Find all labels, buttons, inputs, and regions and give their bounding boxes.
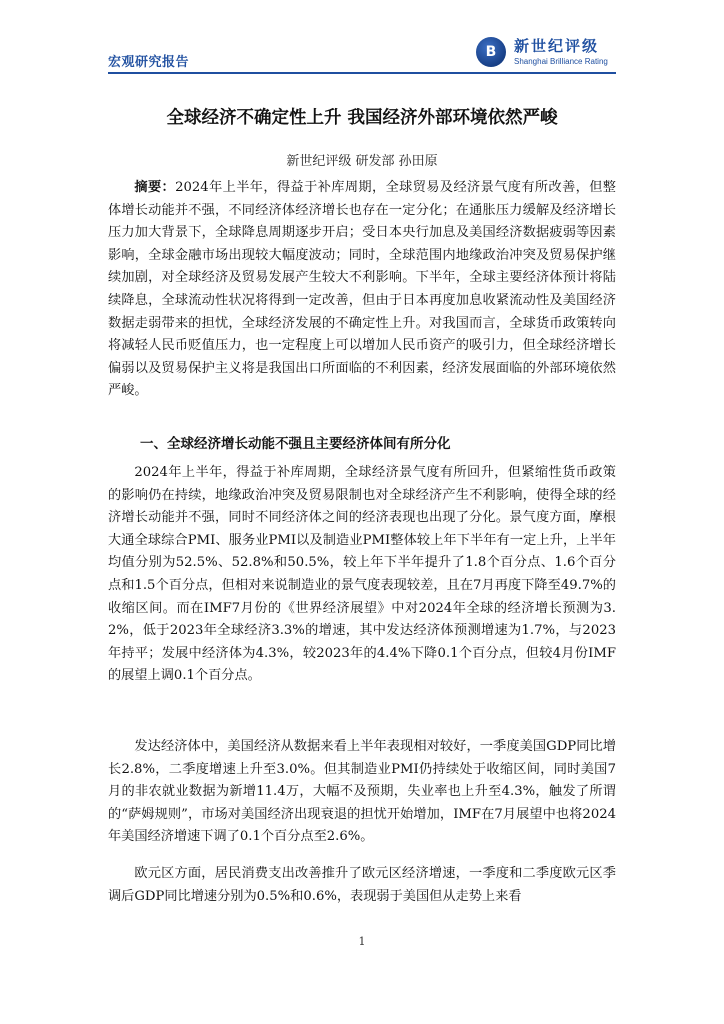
company-logo (476, 35, 608, 69)
body-paragraph-1: 2024年上半年，得益于补库周期，全球经济景气度有所回升，但紧缩性货币政策的影响仍在持续，地缘政治冲突及贸易限制也对全球经济产生不利影响，使得全球的经济增长动能并不强，同时不同经济体之间的经济表现也出现了分化。景气度方面，摩根大通全球综合PMI、服务业PMI以及制造业PMI整体较上年下半年有一定上升，上半年均值分别为52.5%、52.8%和50.5%，较上年下半年提升了1.8个百分点、1.6个百分点和1.5个百分点，但相对来说制造业的景气度表现较差，且在7月再度下降至49.7%的收缩区间。而在IMF7月份的《世界经济展望》中对2024年全球的经济增长预测为3.2%，低于2023年全球经济3.3%的增速，其中发达经济体预测增速为1.7%，与2023年持平；发展中经济体为4.3%，较2023年的4.4%下降0.1个百分点，但较4月份IMF的展望上调0.1个百分点。 (108, 465, 616, 684)
document-title: 全球经济不确定性上升 我国经济外部环境依然严峻 (166, 108, 558, 128)
section-heading: 一、全球经济增长动能不强且主要经济体间有所分化 (140, 436, 451, 452)
abstract-text: 2024年上半年，得益于补库周期，全球贸易及经济景气度有所改善，但整体增长动能并不强，不同经济体经济增长也存在一定分化；在通胀压力缓解及经济增长压力加大背景下，全球降息周期逐步开启；受日本央行加息及美国经济数据疲弱等因素影响，全球金融市场出现较大幅度波动；同时，全球范围内地缘政治冲突及贸易保护继续加剧，对全球经济及贸易发展产生较大不利影响。下半年，全球主要经济体预计将陆续降息，全球流动性状况将得到一定改善，但由于日本再度加息收紧流动性及美国经济数据走弱带来的担忧，全球经济发展的不确定性上升。对我国而言，全球货币政策转向将减轻人民币贬值压力，也一定程度上可以增加人民币资产的吸引力，但全球经济增长偏弱以及贸易保护主义将是我国出口所面临的不利因素，经济发展面临的外部环境依然严峻。 (108, 180, 616, 399)
author-line: 新世纪评级 研发部 孙田原 (286, 154, 438, 169)
report-type-label: 宏观研究报告 (108, 55, 190, 70)
logo-emblem-icon: B (476, 37, 506, 67)
header-divider (108, 72, 616, 74)
body-paragraph-2: 发达经济体中，美国经济从数据来看上半年表现相对较好，一季度美国GDP同比增长2.8%，二季度增速上升至3.0%。但其制造业PMI仍持续处于收缩区间，同时美国7月的非农就业数据为新增11.4万，大幅不及预期，失业率也上升至4.3%，触发了所谓的“萨姆规则”，市场对美国经济出现衰退的担忧开始增加，IMF在7月展望中也将2024年美国经济增速下调了0.1个百分点至2.6%。 (108, 739, 616, 845)
abstract-paragraph (108, 177, 616, 403)
body-paragraph-3: 欧元区方面，居民消费支出改善推升了欧元区经济增速，一季度和二季度欧元区季调后GDP同比增速分别为0.5%和0.6%，表现弱于美国但从走势上来看 (108, 866, 616, 904)
logo-name-cn: 新世纪评级 (514, 36, 600, 55)
page-number: 1 (358, 935, 366, 948)
abstract-label: 摘要： (134, 180, 176, 195)
logo-name-en: Shanghai Brilliance Rating (514, 56, 608, 66)
logo-text (514, 36, 608, 66)
